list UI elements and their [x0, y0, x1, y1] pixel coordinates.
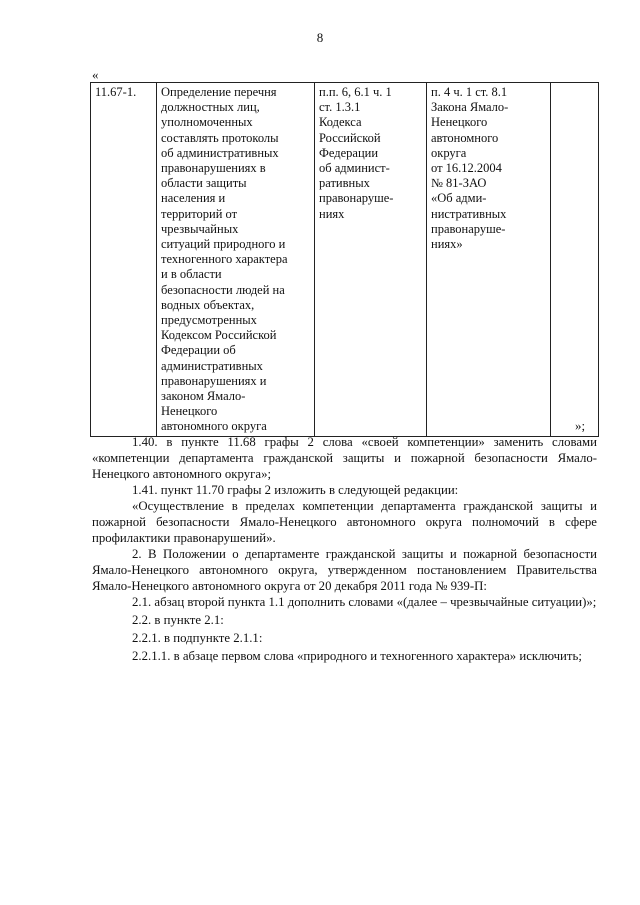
page-number: 8 — [316, 30, 324, 45]
articles-cell — [315, 83, 427, 437]
law-cell — [427, 83, 551, 437]
paragraph-2: 2. В Положении о департаменте гражданской защиты и пожарной безопасности Ямало-Ненецкого автономного округа, утвержденном постановлением Правительства Ямало-Ненецкого автономного округа от 20 декабря 2011 года № 939-П: — [92, 547, 597, 593]
paragraph-1-41: 1.41. пункт 11.70 графы 2 изложить в следующей редакции: — [132, 483, 459, 497]
table-row — [91, 83, 599, 437]
paragraph-2-2-1-1: 2.2.1.1. в абзаце первом слова «природного и техногенного характера» исключить; — [132, 649, 582, 663]
paragraph-2-2: 2.2. в пункте 2.1: — [132, 613, 224, 627]
paragraph-quote-redaction: «Осуществление в пределах компетенции департамента гражданской защиты и пожарной безопасности Ямало-Ненецкого автономного округа полномочий в сфере профилактики правонарушений». — [92, 499, 597, 545]
document-body — [92, 434, 597, 664]
empty-cell — [551, 83, 599, 437]
row-number: 11.67-1. — [95, 85, 137, 99]
closing-quote-mark: »; — [575, 418, 586, 433]
row-law: п. 4 ч. 1 ст. 8.1 Закона Ямало- Ненецкого автономного округа от 16.12.2004 № 81-ЗАО «Об адми- нистративных правонаруше- ниях» — [431, 85, 509, 252]
row-articles: п.п. 6, 6.1 ч. 1 ст. 1.3.1 Кодекса Российской Федерации об админист- ративных правонаруше- ниях — [319, 85, 394, 221]
opening-quote-mark: « — [92, 67, 99, 82]
row-description: Определение перечня должностных лиц, уполномоченных составлять протоколы об административных правонарушениях в области защиты населения и территорий от чрезвычайных ситуаций природного и техногенного характера и в области безопасности людей на водных объектах, предусмотренных Кодексом Российской Федерации об административных правонарушениях и законом Ямало- Ненецкого автономного округа — [161, 85, 288, 434]
paragraph-2-1: 2.1. абзац второй пункта 1.1 дополнить словами «(далее – чрезвычайные ситуации)»; — [132, 595, 597, 609]
row-number-cell — [91, 83, 157, 437]
paragraph-1-40: 1.40. в пункте 11.68 графы 2 слова «своей компетенции» заменить словами «компетенции департамента гражданской защиты и пожарной безопасности Ямало-Ненецкого автономного округа»; — [92, 435, 597, 481]
amendment-table — [90, 82, 599, 437]
description-cell — [157, 83, 315, 437]
paragraph-2-2-1: 2.2.1. в подпункте 2.1.1: — [132, 631, 263, 645]
